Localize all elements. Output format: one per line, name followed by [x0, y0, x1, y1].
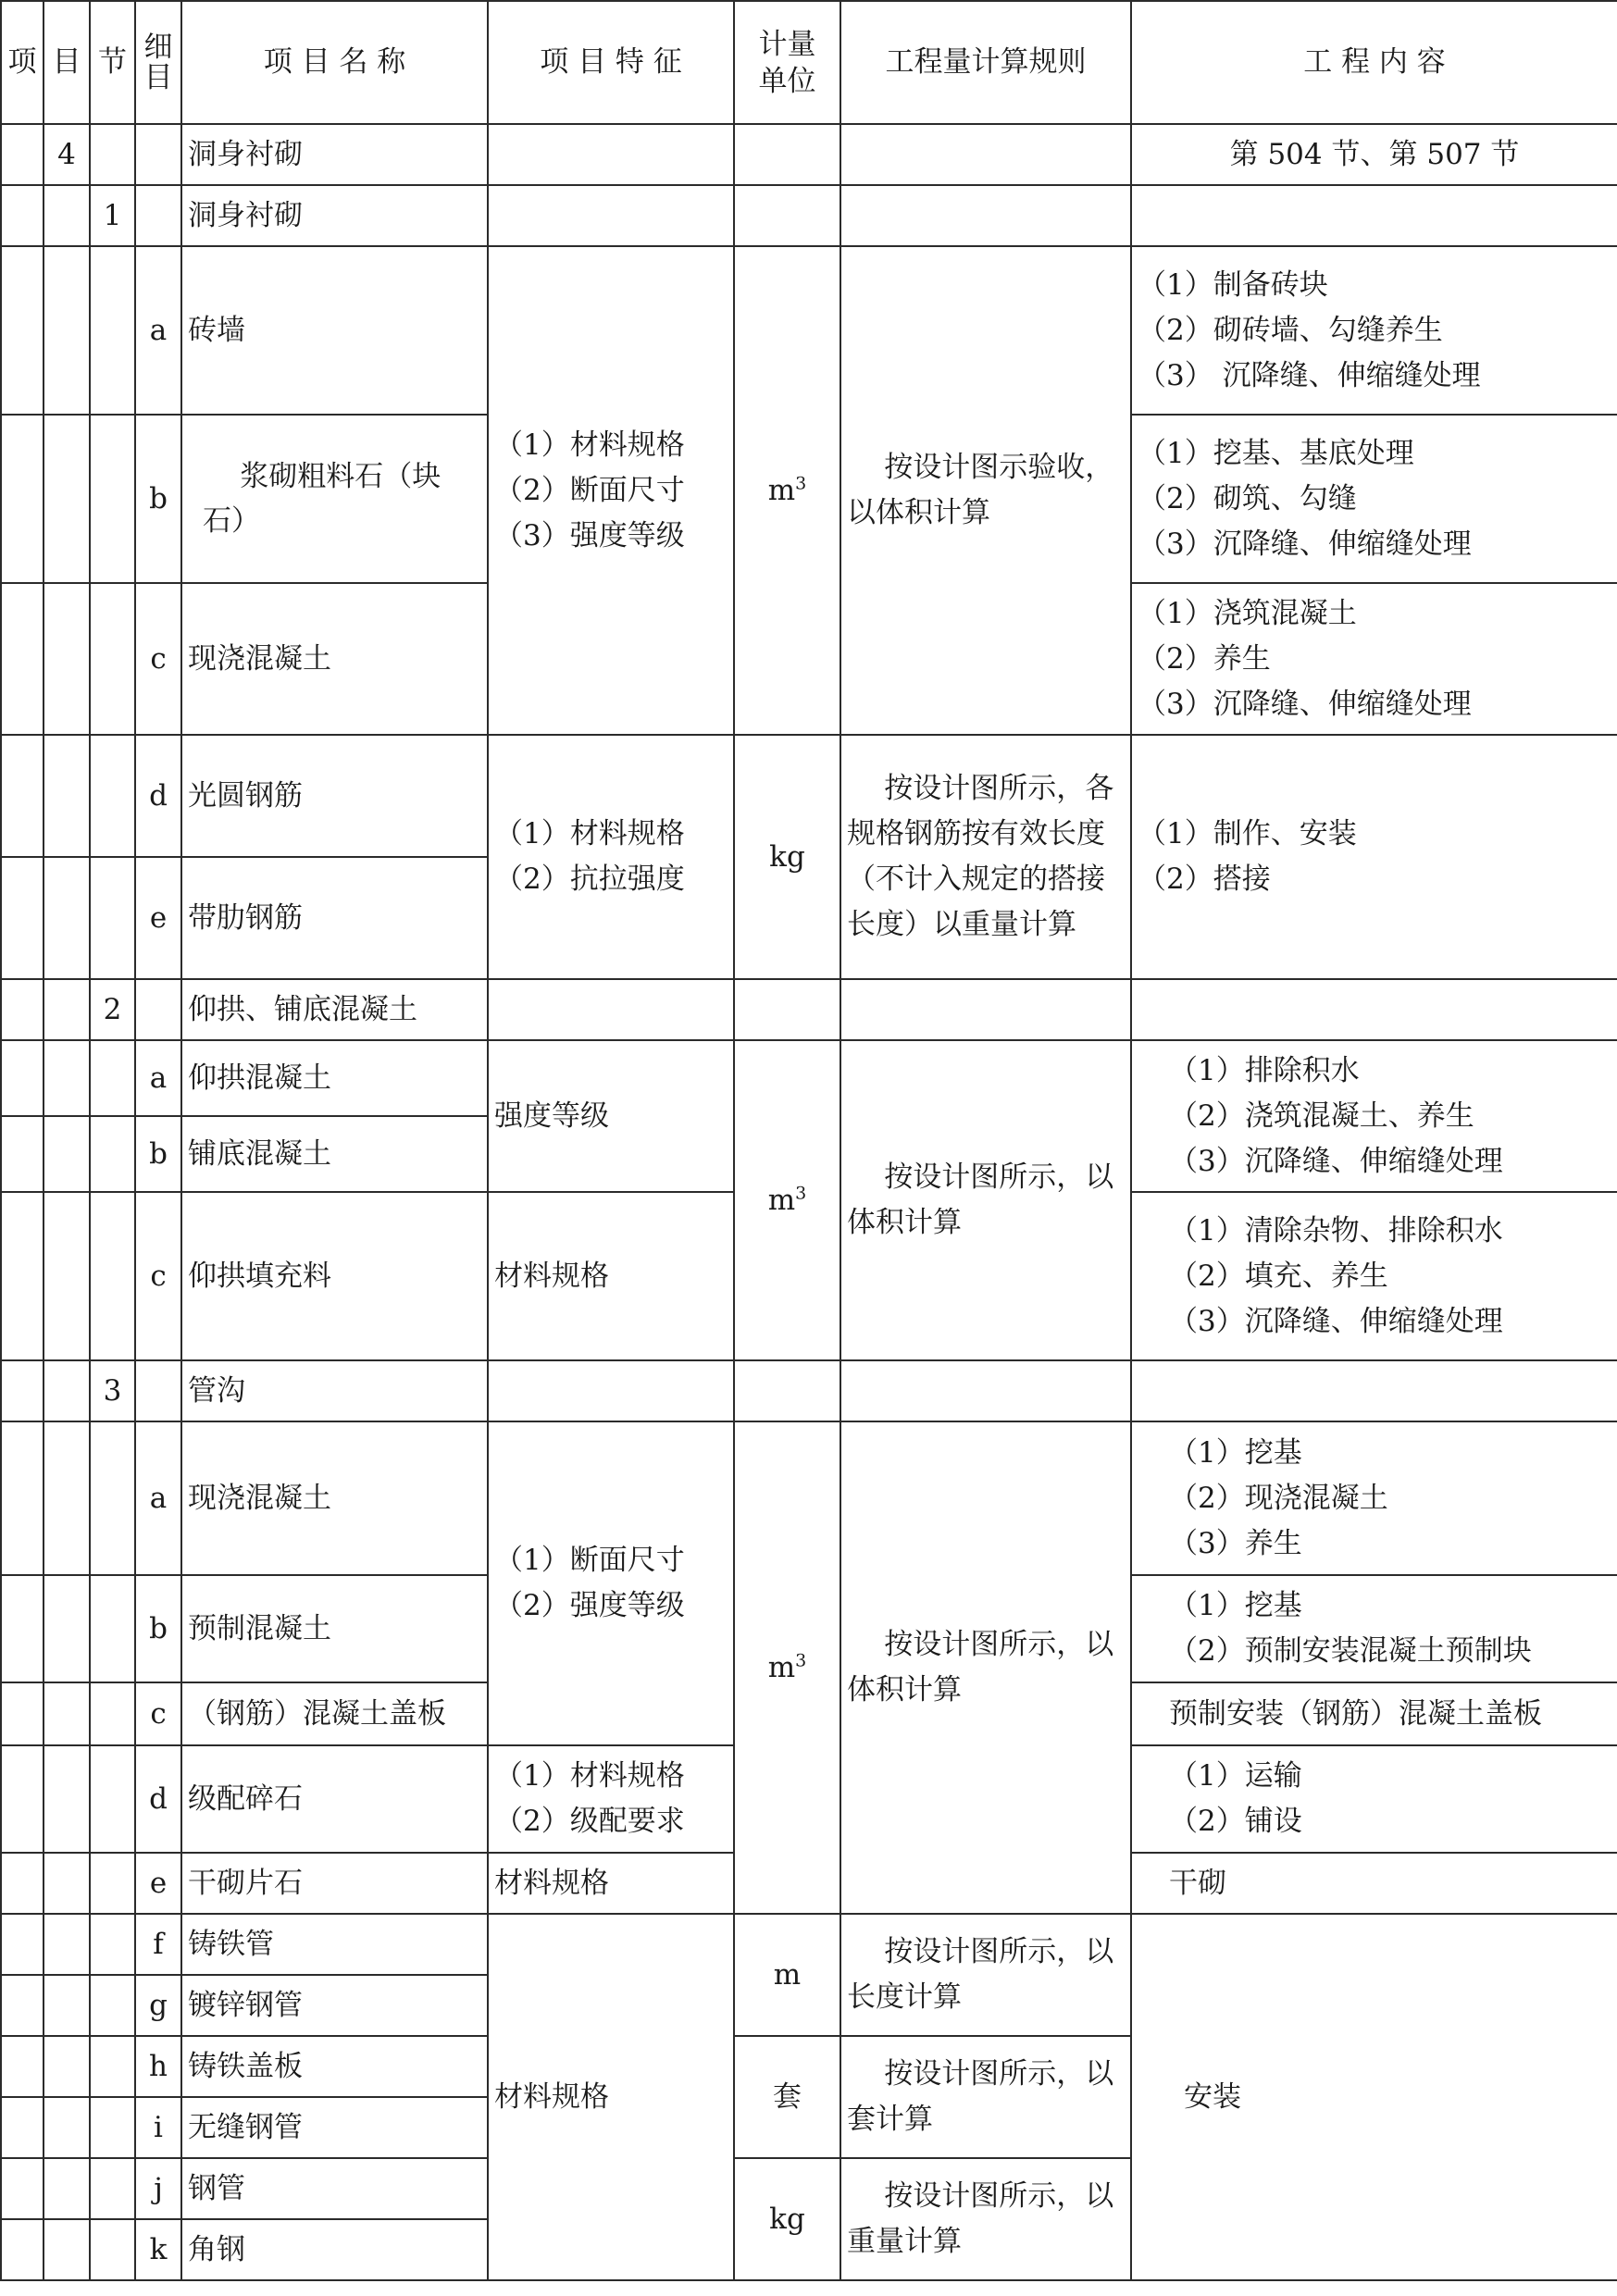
- item-name: 铸铁盖板: [181, 2036, 488, 2097]
- unit: [734, 246, 840, 735]
- work-content: （1）运输 （2）铺设: [1131, 1745, 1617, 1853]
- calc-rule: 按设计图所示，以体积计算: [840, 1040, 1131, 1360]
- work-content: （1）挖基 （2）预制安装混凝土预制块: [1131, 1575, 1617, 1682]
- ximu-letter: c: [135, 583, 181, 735]
- table-row: [1, 735, 1617, 857]
- header-unit: 计量 单位: [734, 1, 840, 124]
- work-content: 第 504 节、第 507 节: [1131, 124, 1617, 185]
- item-name: 洞身衬砌: [181, 185, 488, 246]
- calc-rule: 按设计图所示，各规格钢筋按有效长度（不计入规定的搭接长度）以重量计算: [840, 735, 1131, 979]
- jie-number: 1: [90, 185, 135, 246]
- item-name: 洞身衬砌: [181, 124, 488, 185]
- ximu-letter: h: [135, 2036, 181, 2097]
- ximu-letter: g: [135, 1975, 181, 2036]
- item-name: 仰拱混凝土: [181, 1040, 488, 1116]
- item-feature: （1）材料规格 （2）断面尺寸 （3）强度等级: [488, 246, 734, 735]
- ximu-letter: e: [135, 857, 181, 979]
- header-xiang: 项: [1, 1, 44, 124]
- item-feature: 材料规格: [488, 1853, 734, 1914]
- header-row: [1, 1, 1617, 124]
- work-content: （1）清除杂物、排除积水 （2）填充、养生 （3）沉降缝、伸缩缝处理: [1131, 1192, 1617, 1360]
- item-name: 现浇混凝土: [181, 1421, 488, 1575]
- item-name: 钢管: [181, 2158, 488, 2219]
- item-name: 仰拱填充料: [181, 1192, 488, 1360]
- item-name: 仰拱、铺底混凝土: [181, 979, 488, 1040]
- unit-superscript: 3: [795, 1650, 807, 1671]
- calc-rule: 按设计图示验收，以体积计算: [840, 246, 1131, 735]
- work-content: （1）挖基、基底处理 （2）砌筑、勾缝 （3）沉降缝、伸缩缝处理: [1131, 415, 1617, 583]
- jie-number: 2: [90, 979, 135, 1040]
- work-content: 安装: [1131, 1914, 1617, 2280]
- work-content: 干砌: [1131, 1853, 1617, 1914]
- unit: kg: [734, 735, 840, 979]
- ximu-letter: j: [135, 2158, 181, 2219]
- unit: kg: [734, 2158, 840, 2280]
- item-name: 管沟: [181, 1360, 488, 1421]
- work-content: 预制安装（钢筋）混凝土盖板: [1131, 1682, 1617, 1745]
- item-feature: （1）材料规格 （2）级配要求: [488, 1745, 734, 1853]
- ximu-letter: k: [135, 2219, 181, 2280]
- item-name: 无缝钢管: [181, 2097, 488, 2158]
- header-rule: 工程量计算规则: [840, 1, 1131, 124]
- ximu-letter: i: [135, 2097, 181, 2158]
- unit-superscript: 3: [795, 473, 807, 494]
- unit: [734, 1040, 840, 1360]
- item-name: 光圆钢筋: [181, 735, 488, 857]
- ximu-letter: b: [135, 1575, 181, 1682]
- ximu-letter: a: [135, 1421, 181, 1575]
- ximu-letter: c: [135, 1192, 181, 1360]
- ximu-letter: a: [135, 246, 181, 415]
- header-feature: 项 目 特 征: [488, 1, 734, 124]
- header-work: 工 程 内 容: [1131, 1, 1617, 124]
- item-name: 现浇混凝土: [181, 583, 488, 735]
- mu-number: 4: [44, 124, 90, 185]
- calc-rule: 按设计图所示，以长度计算: [840, 1914, 1131, 2036]
- item-name: 预制混凝土: [181, 1575, 488, 1682]
- jie-number: 3: [90, 1360, 135, 1421]
- table-row: [1, 1040, 1617, 1116]
- table-row: [1, 124, 1617, 185]
- calc-rule: 按设计图所示，以套计算: [840, 2036, 1131, 2158]
- unit: m: [734, 1914, 840, 2036]
- item-name: 级配碎石: [181, 1745, 488, 1853]
- item-feature: （1）材料规格 （2）抗拉强度: [488, 735, 734, 979]
- item-feature: 强度等级: [488, 1040, 734, 1192]
- ximu-letter: a: [135, 1040, 181, 1116]
- item-name: 铸铁管: [181, 1914, 488, 1975]
- work-content: （1）制备砖块 （2）砌砖墙、勾缝养生 （3） 沉降缝、伸缩缝处理: [1131, 246, 1617, 415]
- unit: 套: [734, 2036, 840, 2158]
- item-feature: 材料规格: [488, 1914, 734, 2280]
- table-row: [1, 1914, 1617, 1975]
- table-row: [1, 1421, 1617, 1575]
- unit: [734, 1421, 840, 1914]
- ximu-letter: e: [135, 1853, 181, 1914]
- item-name: 砖墙: [181, 246, 488, 415]
- table-row: [1, 185, 1617, 246]
- table-row: [1, 979, 1617, 1040]
- ximu-letter: b: [135, 1116, 181, 1192]
- calc-rule: 按设计图所示，以重量计算: [840, 2158, 1131, 2280]
- ximu-letter: f: [135, 1914, 181, 1975]
- item-name: 镀锌钢管: [181, 1975, 488, 2036]
- item-name: 干砌片石: [181, 1853, 488, 1914]
- unit-base: m: [767, 473, 796, 507]
- item-feature: 材料规格: [488, 1192, 734, 1360]
- calc-rule: 按设计图所示，以体积计算: [840, 1421, 1131, 1914]
- header-name: 项 目 名 称: [181, 1, 488, 124]
- header-mu: 目: [44, 1, 90, 124]
- unit-base: m: [767, 1183, 796, 1217]
- ximu-letter: d: [135, 735, 181, 857]
- work-content: （1）排除积水 （2）浇筑混凝土、养生 （3）沉降缝、伸缩缝处理: [1131, 1040, 1617, 1192]
- unit-superscript: 3: [795, 1183, 807, 1204]
- header-jie: 节: [90, 1, 135, 124]
- item-name: 角钢: [181, 2219, 488, 2280]
- item-name: [181, 415, 488, 583]
- item-name: 铺底混凝土: [181, 1116, 488, 1192]
- table-row: [1, 246, 1617, 415]
- table-row: [1, 1360, 1617, 1421]
- ximu-letter: b: [135, 415, 181, 583]
- unit-base: m: [767, 1650, 796, 1684]
- ximu-letter: c: [135, 1682, 181, 1745]
- work-content: （1）浇筑混凝土 （2）养生 （3）沉降缝、伸缩缝处理: [1131, 583, 1617, 735]
- work-content: （1）制作、安装 （2）搭接: [1131, 735, 1617, 979]
- item-name-text: 浆砌粗料石（块石）: [203, 460, 442, 538]
- ximu-letter: d: [135, 1745, 181, 1853]
- item-name: （钢筋）混凝土盖板: [181, 1682, 488, 1745]
- work-content: （1）挖基 （2）现浇混凝土 （3）养生: [1131, 1421, 1617, 1575]
- item-name: 带肋钢筋: [181, 857, 488, 979]
- header-ximu: 细 目: [135, 1, 181, 124]
- item-feature: （1）断面尺寸 （2）强度等级: [488, 1421, 734, 1745]
